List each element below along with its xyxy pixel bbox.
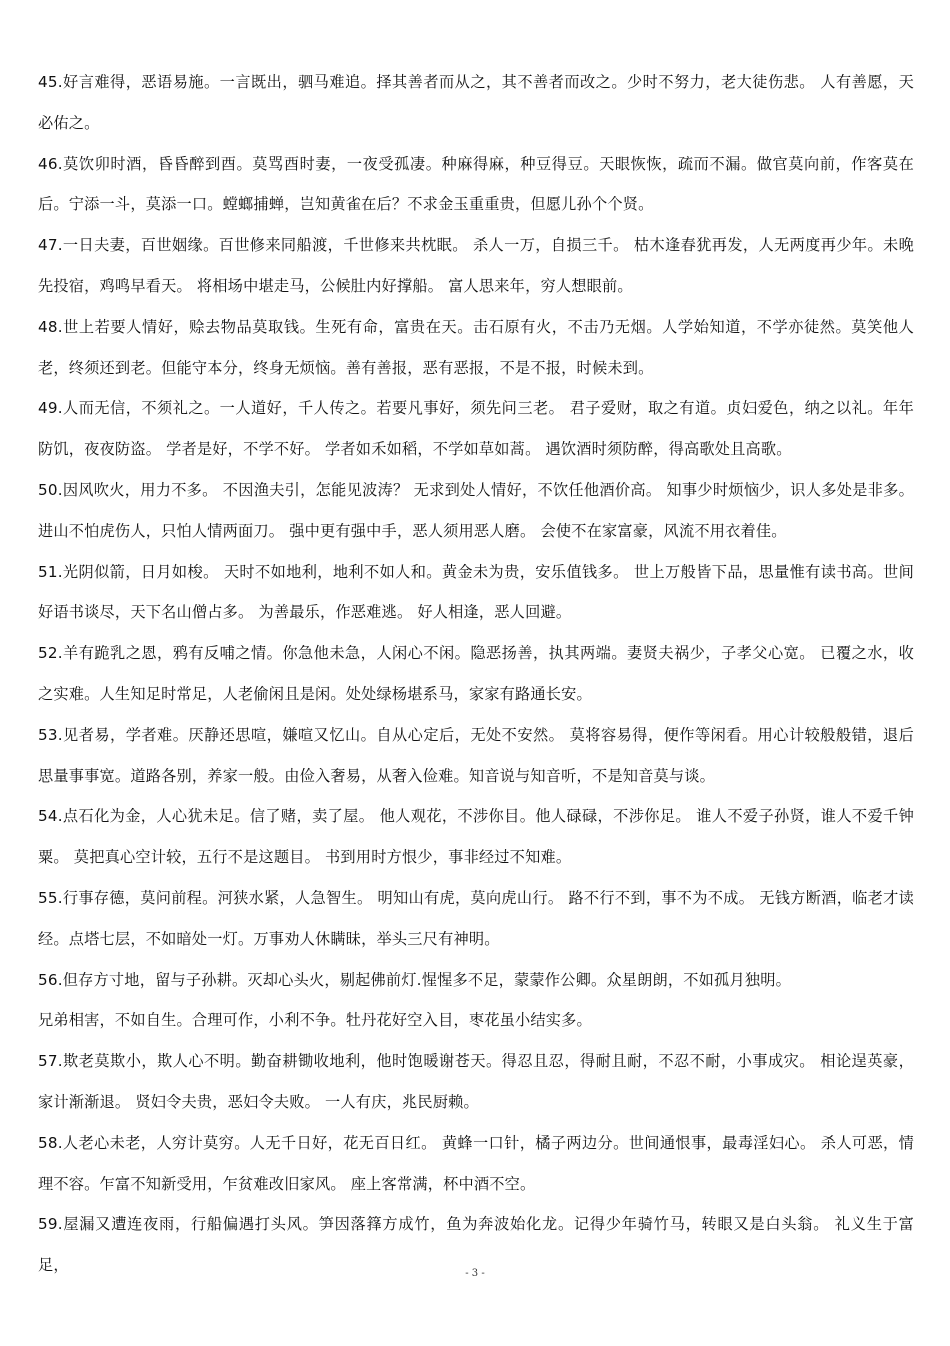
document-body <box>38 62 914 1286</box>
paragraph-48: 48.世上若要人情好，赊去物品莫取钱。生死有命，富贵在天。击石原有火，不击乃无烟。人学始知道，不学亦徒然。莫笑他人老，终须还到老。但能守本分，终身无烦恼。善有善报，恶有恶报，不是不报，时候未到。 <box>38 317 914 377</box>
paragraph-57: 57.欺老莫欺小，欺人心不明。勤奋耕锄收地利，他时饱暖谢苍天。得忍且忍，得耐且耐，不忍不耐，小事成灾。 相论逞英豪，家计渐渐退。 贤妇令夫贵，恶妇令夫败。 一人有庆，兆民厨赖。 <box>38 1052 914 1111</box>
paragraph-56-continued: 兄弟相害，不如自生。合理可作，小利不争。牡丹花好空入目，枣花虽小结实多。 <box>38 1011 592 1030</box>
paragraph-50: 50.因风吹火，用力不多。 不因渔夫引，怎能见波涛？ 无求到处人情好，不饮任他酒价高。 知事少时烦恼少，识人多处是非多。进山不怕虎伤人，只怕人情两面刀。 强中更有强中手，恶人须用恶人磨。 会使不在家富豪，风流不用衣着佳。 <box>38 480 914 540</box>
paragraph-58: 58.人老心未老，人穷计莫穷。人无千日好，花无百日红。 黄蜂一口针，橘子两边分。世间通恨事，最毒淫妇心。 杀人可恶，情理不容。乍富不知新受用，乍贫难改旧家风。 座上客常满，杯中酒不空。 <box>38 1133 914 1193</box>
paragraph-45: 45.好言难得，恶语易施。一言既出，驷马难追。择其善者而从之，其不善者而改之。少时不努力，老大徒伤悲。 人有善愿，天必佑之。 <box>38 73 914 132</box>
paragraph-59: 59.屋漏又遭连夜雨，行船偏遇打头风。笋因落箨方成竹，鱼为奔波始化龙。记得少年骑竹马，转眼又是白头翁。 礼义生于富足， <box>38 1215 914 1275</box>
paragraph-49: 49.人而无信，不须礼之。一人道好，千人传之。若要凡事好，须先问三老。 君子爱财，取之有道。贞妇爱色，纳之以礼。年年防饥，夜夜防盗。 学者是好，不学不好。 学者如禾如稻，不学如草如蒿。 遇饮酒时须防醉，得高歌处且高歌。 <box>38 399 914 459</box>
page-number: - 3 - <box>465 1268 485 1279</box>
paragraph-53: 53.见者易，学者难。厌静还思喧，嫌喧又忆山。自从心定后，无处不安然。 莫将容易得，便作等闲看。用心计较般般错，退后思量事事宽。道路各别，养家一般。由俭入奢易，从奢入俭难。知音说与知音听，不是知音莫与谈。 <box>38 725 914 785</box>
paragraph-47: 47.一日夫妻，百世姻缘。百世修来同船渡，千世修来共枕眠。 杀人一万，自损三千。 枯木逢春犹再发，人无两度再少年。未晚先投宿，鸡鸣早看天。 将相场中堪走马，公候肚内好撑船。 富人思来年，穷人想眼前。 <box>38 236 914 295</box>
paragraph-52: 52.羊有跪乳之恩，鸦有反哺之情。你急他未急，人闲心不闲。隐恶扬善，执其两端。妻贤夫祸少，子孝父心宽。 已覆之水，收之实难。人生知足时常足，人老偷闲且是闲。处处绿杨堪系马，家家有路通长安。 <box>38 644 914 703</box>
paragraph-51: 51.光阴似箭，日月如梭。 天时不如地利，地利不如人和。黄金未为贵，安乐值钱多。 世上万般皆下品，思量惟有读书高。世间好语书谈尽，天下名山僧占多。 为善最乐，作恶难逃。 好人相逢，恶人回避。 <box>38 562 914 622</box>
paragraph-54: 54.点石化为金，人心犹未足。信了赌，卖了屋。 他人观花，不涉你目。他人碌碌，不涉你足。 谁人不爱子孙贤，谁人不爱千钟粟。 莫把真心空计较，五行不是这题目。 书到用时方恨少，事非经过不知难。 <box>38 807 914 867</box>
paragraph-55: 55.行事存德，莫问前程。河狭水紧，人急智生。 明知山有虎，莫向虎山行。 路不行不到，事不为不成。 无钱方断酒，临老才读经。点塔七层，不如暗处一灯。万事劝人休瞒昧，举头三尺有神明。 <box>38 888 914 948</box>
paragraph-56: 56.但存方寸地，留与子孙耕。灭却心头火，剔起佛前灯.惺惺多不足，蒙蒙作公卿。众星朗朗，不如孤月独明。 <box>38 970 791 989</box>
paragraph-46: 46.莫饮卯时酒，昏昏醉到酉。莫骂酉时妻，一夜受孤凄。种麻得麻，种豆得豆。天眼恢恢，疏而不漏。做官莫向前，作客莫在后。宁添一斗，莫添一口。螳螂捕蝉，岂知黄雀在后？不求金玉重重贵，但愿儿孙个个贤。 <box>38 154 914 214</box>
